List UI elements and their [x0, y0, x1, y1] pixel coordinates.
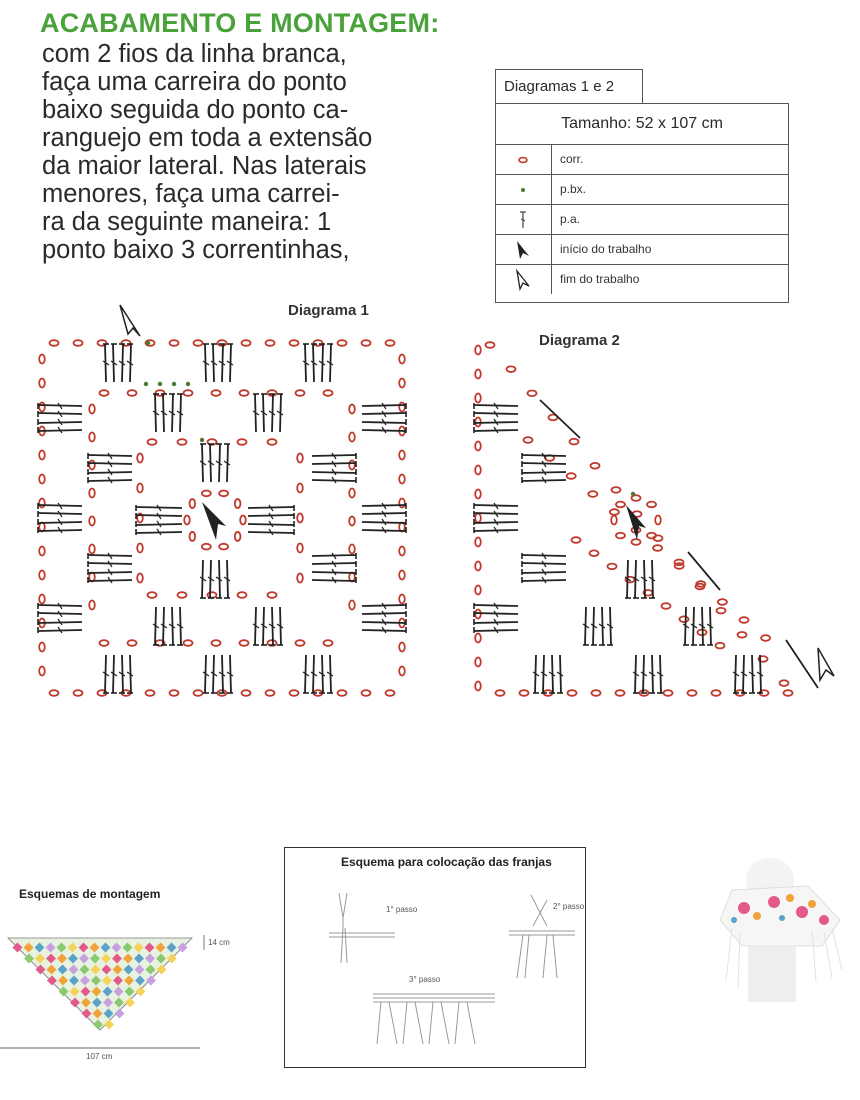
chain-stitch — [524, 437, 533, 443]
chain-stitch — [218, 340, 227, 346]
chain-stitch — [475, 370, 481, 379]
chain-stitch — [592, 690, 601, 696]
chain-stitch — [475, 538, 481, 547]
montagem-title: Esquemas de montagem — [19, 887, 161, 901]
chain-stitch — [588, 491, 597, 497]
chain-stitch — [664, 690, 673, 696]
size-label: Tamanho: 52 x 107 cm — [496, 104, 788, 145]
chain-stitch — [137, 484, 143, 493]
chain-stitch — [496, 690, 505, 696]
chain-stitch — [238, 592, 247, 598]
chain-stitch — [170, 340, 179, 346]
chain-stitch — [184, 390, 193, 396]
chain-stitch — [212, 640, 221, 646]
chain-stitch — [399, 451, 405, 460]
chain-stitch — [349, 601, 355, 610]
chain-stitch — [616, 502, 625, 508]
chain-stitch — [324, 390, 333, 396]
chain-stitch — [184, 640, 193, 646]
chain-stitch — [399, 403, 405, 412]
chain-stitch — [399, 547, 405, 556]
chain-stitch — [653, 545, 662, 551]
chain-stitch — [146, 690, 155, 696]
chain-stitch — [137, 574, 143, 583]
chain-stitch — [572, 537, 581, 543]
franjas-title: Esquema para colocação das franjas — [341, 855, 552, 869]
step-2-label: 2° passo — [553, 902, 585, 911]
chain-stitch — [475, 490, 481, 499]
chain-stitch — [349, 433, 355, 442]
chain-stitch — [314, 340, 323, 346]
chain-stitch — [89, 489, 95, 498]
start-arrow-icon — [202, 502, 226, 540]
chain-stitch — [268, 592, 277, 598]
chain-stitch — [662, 603, 671, 609]
chain-stitch — [475, 466, 481, 475]
chain-stitch — [740, 617, 749, 623]
legend-label: corr. — [560, 152, 584, 166]
fringe-steps-drawing — [285, 848, 585, 1067]
chain-stitch — [268, 439, 277, 445]
chain-stitch — [738, 632, 747, 638]
legend-label: início do trabalho — [560, 242, 652, 256]
chain-stitch — [475, 514, 481, 523]
chain-stitch — [475, 682, 481, 691]
chain-stitch — [212, 390, 221, 396]
chain-stitch — [475, 346, 481, 355]
chain-stitch — [242, 340, 251, 346]
instruction-line: faça uma carreira do ponto — [42, 68, 347, 96]
chain-stitch — [399, 355, 405, 364]
chain-stitch — [616, 690, 625, 696]
chain-stitch — [39, 355, 45, 364]
legend-label: p.a. — [560, 212, 581, 226]
chain-stitch — [39, 595, 45, 604]
legend-label: p.bx. — [560, 182, 587, 196]
chain-stitch — [399, 571, 405, 580]
chain-stitch — [89, 433, 95, 442]
chain-stitch — [349, 405, 355, 414]
diagram-2-triangle — [474, 342, 834, 696]
chain-stitch — [591, 463, 600, 469]
chain-stitch — [137, 454, 143, 463]
chain-stitch — [39, 667, 45, 676]
chain-stitch — [349, 461, 355, 470]
chain-stitch — [761, 635, 770, 641]
chain-stitch — [475, 562, 481, 571]
chain-stitch — [349, 517, 355, 526]
chain-stitch — [717, 608, 726, 614]
chain-stitch — [475, 586, 481, 595]
chain-stitch — [297, 514, 303, 523]
chain-stitch — [611, 516, 617, 525]
start-arrow-icon — [626, 505, 646, 540]
chain-stitch — [39, 547, 45, 556]
chain-stitch — [74, 340, 83, 346]
chain-stitch — [680, 616, 689, 622]
diagram-1-square — [38, 305, 406, 696]
chain-stitch — [712, 690, 721, 696]
chain-stitch — [266, 690, 275, 696]
chain-stitch — [39, 475, 45, 484]
chain-stitch — [170, 690, 179, 696]
chain-stitch — [399, 643, 405, 652]
chain-stitch — [475, 658, 481, 667]
chain-stitch — [219, 491, 228, 497]
montagem-schematic — [0, 930, 240, 1060]
chain-stitch — [632, 539, 641, 545]
instruction-line: com 2 fios da linha branca, — [42, 40, 347, 68]
chain-stitch — [89, 601, 95, 610]
chain-stitch — [297, 544, 303, 553]
chain-stitch — [297, 454, 303, 463]
chain-stitch — [399, 499, 405, 508]
instruction-line: da maior lateral. Nas laterais — [42, 152, 367, 180]
garment-photo — [712, 850, 852, 1010]
chain-stitch — [399, 475, 405, 484]
chain-stitch — [184, 516, 190, 525]
chain-stitch — [362, 340, 371, 346]
chain-stitch — [608, 564, 617, 570]
chain-stitch — [296, 390, 305, 396]
diagram-2-title: Diagrama 2 — [539, 332, 620, 349]
chain-stitch — [520, 690, 529, 696]
chain-stitch — [266, 340, 275, 346]
chain-stitch — [39, 451, 45, 460]
instruction-line: ponto baixo 3 correntinhas, — [42, 236, 350, 264]
chain-stitch — [137, 544, 143, 553]
chain-stitch — [240, 640, 249, 646]
chain-stitch — [194, 690, 203, 696]
chain-stitch — [89, 517, 95, 526]
chain-stitch — [784, 690, 793, 696]
chain-stitch — [240, 516, 246, 525]
end-arrow-icon — [120, 305, 140, 336]
chain-stitch — [208, 592, 217, 598]
chain-stitch — [507, 366, 516, 372]
chain-stitch — [475, 634, 481, 643]
chain-stitch — [89, 461, 95, 470]
chain-stitch — [74, 690, 83, 696]
diagram-1-title: Diagrama 1 — [288, 302, 369, 319]
chain-stitch — [338, 690, 347, 696]
chain-stitch — [780, 680, 789, 686]
montagem-height-label: 14 cm — [208, 938, 230, 947]
chain-stitch — [39, 499, 45, 508]
chain-stitch — [386, 340, 395, 346]
chain-stitch — [290, 690, 299, 696]
franjas-scheme — [284, 847, 586, 1068]
chain-stitch — [349, 489, 355, 498]
chain-stitch — [39, 643, 45, 652]
instruction-line: baixo seguida do ponto ca- — [42, 96, 349, 124]
chain-stitch — [386, 690, 395, 696]
chain-stitch — [50, 340, 59, 346]
section-heading: ACABAMENTO E MONTAGEM: — [40, 8, 440, 38]
chain-stitch — [148, 592, 157, 598]
chain-stitch — [148, 439, 157, 445]
chain-stitch — [268, 390, 277, 396]
legend-tab: Diagramas 1 e 2 — [495, 69, 643, 103]
chain-stitch — [324, 640, 333, 646]
chain-stitch — [89, 405, 95, 414]
chain-stitch — [399, 667, 405, 676]
chain-stitch — [202, 491, 211, 497]
chain-stitch — [50, 690, 59, 696]
instruction-line: ra da seguinte maneira: 1 — [42, 208, 332, 236]
chain-stitch — [349, 545, 355, 554]
chain-stitch — [89, 545, 95, 554]
chain-stitch — [194, 340, 203, 346]
chain-stitch — [716, 643, 725, 649]
chain-stitch — [202, 544, 211, 550]
chain-stitch — [39, 403, 45, 412]
chain-stitch — [219, 544, 228, 550]
chain-stitch — [590, 550, 599, 556]
legend-label: fim do trabalho — [560, 272, 640, 286]
chain-stitch — [399, 379, 405, 388]
chain-stitch — [235, 532, 241, 541]
chain-stitch — [290, 340, 299, 346]
chain-stitch — [655, 516, 661, 525]
chain-stitch — [128, 640, 137, 646]
chain-stitch — [612, 487, 621, 493]
step-3-label: 3° passo — [409, 975, 441, 984]
end-arrow-icon — [818, 648, 834, 680]
chain-stitch — [240, 390, 249, 396]
chain-stitch — [297, 484, 303, 493]
chain-stitch — [570, 439, 579, 445]
chain-stitch — [475, 442, 481, 451]
chain-stitch — [610, 509, 619, 515]
chain-stitch — [338, 340, 347, 346]
chain-stitch — [190, 532, 196, 541]
chain-stitch — [39, 571, 45, 580]
chain-stitch — [688, 690, 697, 696]
chain-stitch — [568, 690, 577, 696]
chain-stitch — [235, 499, 241, 508]
chain-stitch — [238, 439, 247, 445]
chain-stitch — [362, 690, 371, 696]
chain-stitch — [128, 390, 137, 396]
montagem-width-label: 107 cm — [86, 1052, 113, 1061]
step-1-label: 1° passo — [386, 905, 418, 914]
chain-stitch — [100, 640, 109, 646]
chain-stitch — [178, 592, 187, 598]
chain-stitch — [297, 574, 303, 583]
chain-stitch — [190, 499, 196, 508]
chain-stitch — [475, 394, 481, 403]
chain-stitch — [296, 640, 305, 646]
chain-stitch — [616, 533, 625, 539]
chain-stitch — [100, 390, 109, 396]
chain-stitch — [567, 473, 576, 479]
chain-stitch — [718, 599, 727, 605]
chain-stitch — [486, 342, 495, 348]
chain-stitch — [242, 690, 251, 696]
instruction-line: ranguejo em toda a extensão — [42, 124, 373, 152]
chain-stitch — [528, 391, 537, 397]
chain-stitch — [399, 595, 405, 604]
instruction-line: menores, faça uma carrei- — [42, 180, 340, 208]
chain-stitch — [39, 379, 45, 388]
chain-stitch — [647, 502, 656, 508]
chain-stitch — [178, 439, 187, 445]
